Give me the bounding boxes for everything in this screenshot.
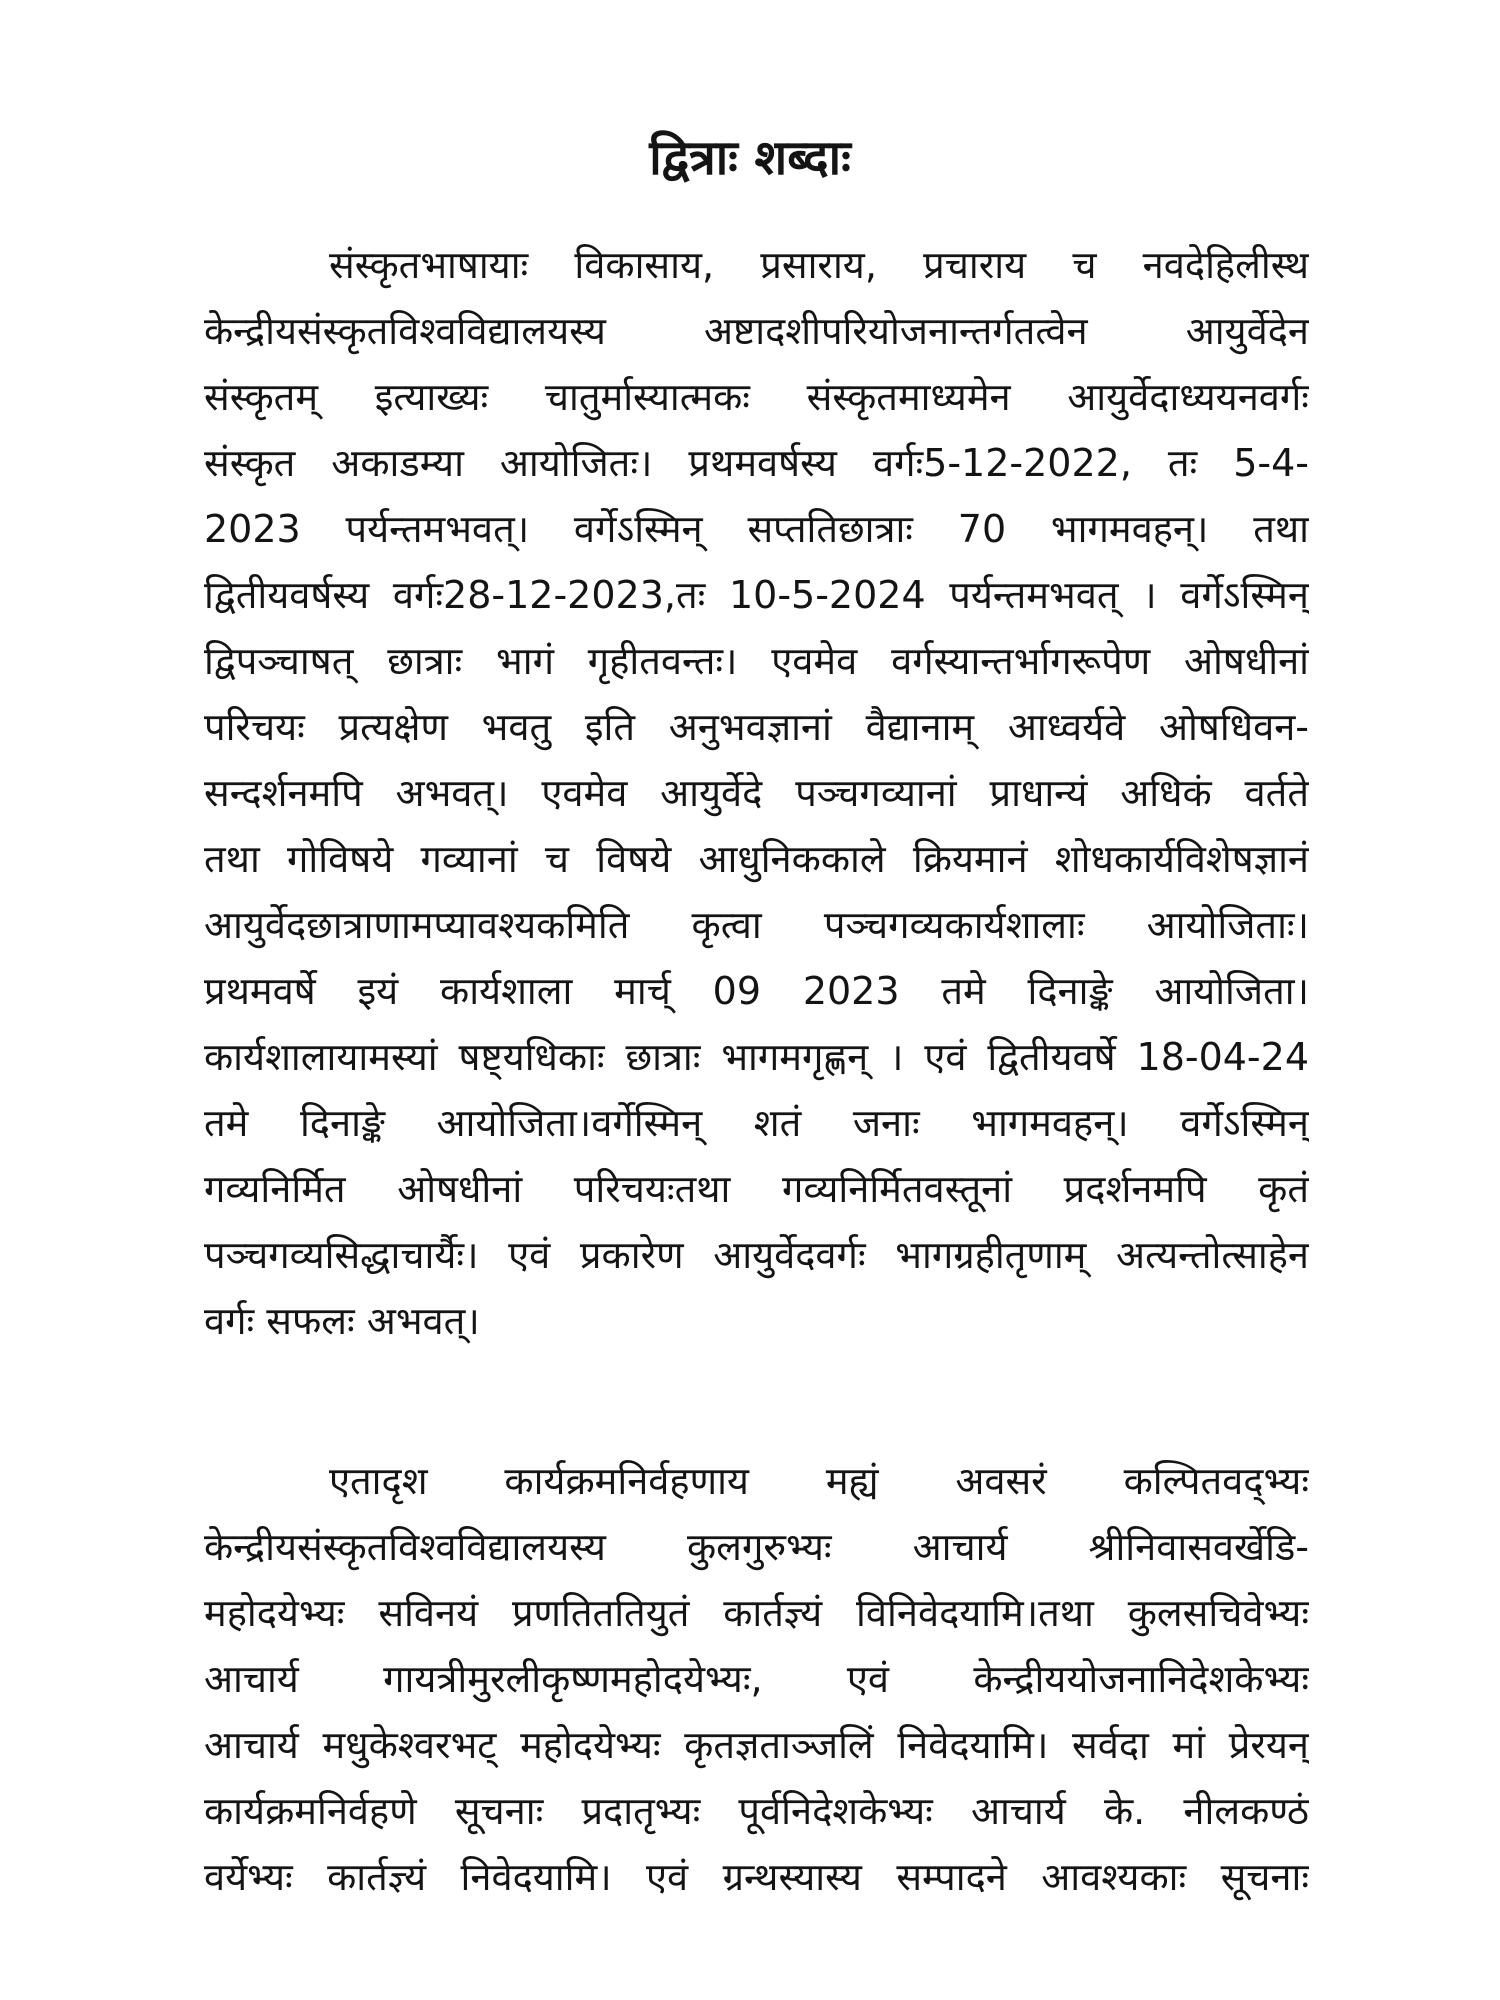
- paragraph-line: द्विपञ्चाषत् छात्राः भागं गृहीतवन्तः। एवमेव वर्गस्यान्तर्भागरूपेण ओषधीनां: [204, 639, 1309, 683]
- paragraph-line: आचार्य मधुकेश्वरभट् महोदयेभ्यः कृतज्ञताञ्जलिं निवेदयामि। सर्वदा मां प्रेरयन्: [204, 1723, 1309, 1767]
- paragraph-line: द्वितीयवर्षस्य वर्गः28-12-2023,तः 10-5-2024 पर्यन्तमभवत् । वर्गेऽस्मिन्: [204, 573, 1309, 617]
- paragraph-line: कार्यशालायामस्यां षष्ट्यधिकाः छात्राः भागमगृह्णन् । एवं द्वितीयवर्षे 18-04-24: [204, 1035, 1309, 1079]
- paragraph-line: केन्द्रीयसंस्कृतविश्वविद्यालयस्य कुलगुरुभ्यः आचार्य श्रीनिवासवर्खेडि-: [204, 1525, 1309, 1569]
- paragraph-line: संस्कृतभाषायाः विकासाय, प्रसाराय, प्रचाराय च नवदेहिलीस्थ: [329, 243, 1309, 287]
- paragraph-line: वर्येभ्यः कार्तज्ञ्यं निवेदयामि। एवं ग्रन्थस्यास्य सम्पादने आवश्यकाः सूचनाः: [204, 1855, 1309, 1899]
- paragraph-line: वर्गः सफलः अभवत्।: [204, 1299, 480, 1343]
- paragraph-line: सन्दर्शनमपि अभवत्। एवमेव आयुर्वेदे पञ्चगव्यानां प्राधान्यं अधिकं वर्तते: [204, 771, 1309, 815]
- paragraph-line: महोदयेभ्यः सविनयं प्रणतिततियुतं कार्तज्ञ्यं विनिवेदयामि।तथा कुलसचिवेभ्यः: [204, 1591, 1309, 1635]
- paragraph-line: तथा गोविषये गव्यानां च विषये आधुनिककाले क्रियमानं शोधकार्यविशेषज्ञानं: [204, 837, 1309, 881]
- paragraph-line: संस्कृतम् इत्याख्यः चातुर्मास्यात्मकः संस्कृतमाध्यमेन आयुर्वेदाध्ययनवर्गः: [204, 375, 1309, 419]
- paragraph-1: [204, 232, 1309, 1354]
- paragraph-line: आचार्य गायत्रीमुरलीकृष्णमहोदयेभ्यः, एवं केन्द्रीययोजनानिदेशकेभ्यः: [204, 1657, 1309, 1701]
- paragraph-line: प्रथमवर्षे इयं कार्यशाला मार्च् 09 2023 तमे दिनाङ्के आयोजिता।: [204, 969, 1309, 1013]
- paragraph-line: एतादृश कार्यक्रमनिर्वहणाय मह्यं अवसरं कल्पितवद्भ्यः: [329, 1459, 1309, 1503]
- paragraph-line: कार्यक्रमनिर्वहणे सूचनाः प्रदातृभ्यः पूर्वनिदेशकेभ्यः आचार्य के. नीलकण्ठं: [204, 1789, 1309, 1833]
- paragraph-line: परिचयः प्रत्यक्षेण भवतु इति अनुभवज्ञानां वैद्यानाम् आध्वर्यवे ओषधिवन-: [204, 705, 1309, 749]
- paragraph-line: केन्द्रीयसंस्कृतविश्वविद्यालयस्य अष्टादशीपरियोजनान्तर्गतत्वेन आयुर्वेदेन: [204, 309, 1309, 353]
- paragraph-line: आयुर्वेदछात्राणामप्यावश्यकमिति कृत्वा पञ्चगव्यकार्यशालाः आयोजिताः।: [204, 903, 1309, 947]
- paragraph-line: 2023 पर्यन्तमभवत्। वर्गेऽस्मिन् सप्ततिछात्राः 70 भागमवहन्। तथा: [204, 507, 1309, 551]
- paragraph-line: संस्कृत अकाडम्या आयोजितः। प्रथमवर्षस्य वर्गः5-12-2022, तः 5-4-: [204, 441, 1309, 485]
- paragraph-line: गव्यनिर्मित ओषधीनां परिचयःतथा गव्यनिर्मितवस्तूनां प्रदर्शनमपि कृतं: [204, 1167, 1309, 1211]
- paragraph-line: तमे दिनाङ्के आयोजिता।वर्गेस्मिन् शतं जनाः भागमवहन्। वर्गेऽस्मिन्: [204, 1101, 1309, 1145]
- page-title: द्वित्राः शब्दाः: [649, 130, 851, 186]
- paragraph-line: पञ्चगव्यसिद्धाचार्यैः। एवं प्रकारेण आयुर्वेदवर्गः भागग्रहीतृणाम् अत्यन्तोत्साहेन: [204, 1233, 1309, 1277]
- paragraph-2: [204, 1448, 1309, 1910]
